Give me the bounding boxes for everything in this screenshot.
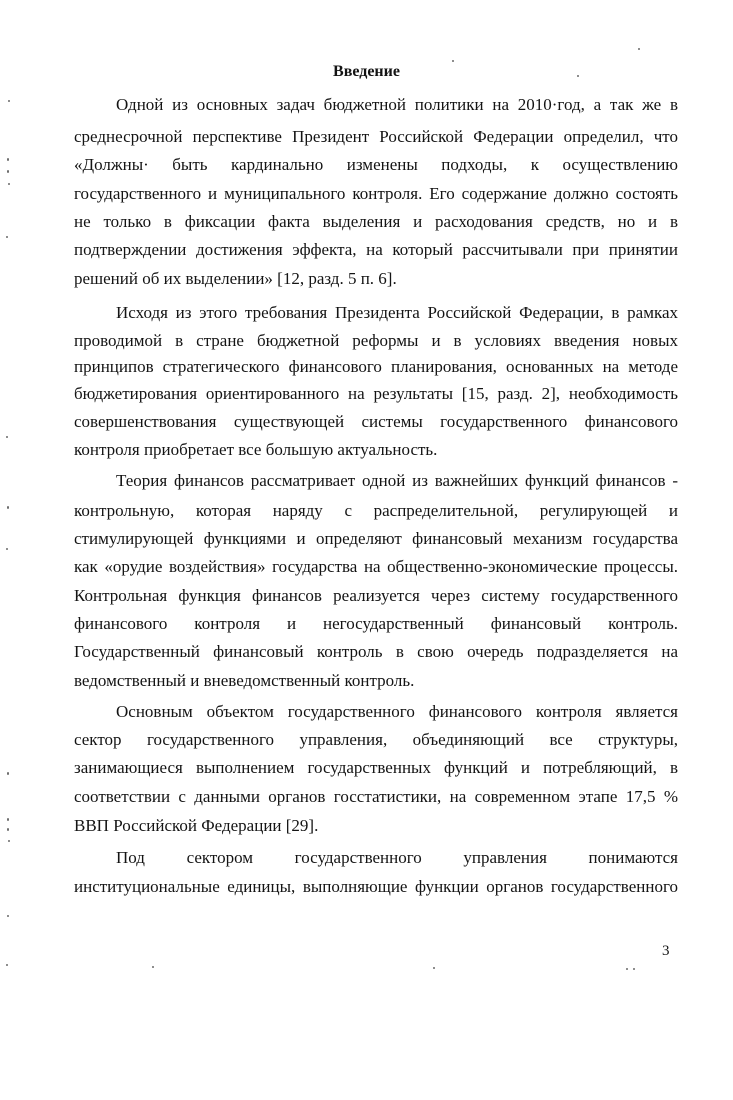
scan-speck [452,60,454,62]
paragraph-3-line-1: Теория финансов рассматривает одной из важнейших функций финансов - [116,471,678,490]
paragraph-3-line-8: ведомственный и вневедомственный контроль. [74,671,415,690]
paragraph-1-line-2: среднесрочной перспективе Президент Российской Федерации определил, что [74,127,678,146]
paragraph-2-line-1: Исходя из этого требования Президента Российской Федерации, в рамках [116,303,678,322]
scan-speck [6,548,8,550]
scan-speck [152,966,154,968]
paragraph-1-line-7: решений об их выделении» [12, разд. 5 п. 6]. [74,269,397,288]
paragraph-4-line-3: занимающиеся выполнением государственных функций и потребляющий, в [74,758,678,777]
paragraph-3-line-6: финансового контроля и негосударственный финансовый контроль. [74,614,678,633]
paragraph-4-line-4: соответствии с данными органов госстатистики, на современном этапе 17,5 % [74,787,678,806]
paragraph-3-line-2: контрольную, которая наряду с распределительной, регулирующей и [74,501,678,520]
scan-speck [6,436,8,438]
scan-speck [7,170,9,173]
paragraph-1-line-1: Одной из основных задач бюджетной политики на 2010·год, а так же в [116,95,678,114]
paragraph-2-line-3: принципов стратегического финансового планирования, основанных на методе [74,357,678,376]
paragraph-1-line-6: подтверждении достижения эффекта, на который рассчитывали при принятии [74,240,678,259]
scan-speck [7,915,9,917]
paragraph-3-line-7: Государственный финансовый контроль в свою очередь подразделяется на [74,642,678,661]
paragraph-3-line-5: Контрольная функция финансов реализуется через систему государственного [74,586,678,605]
scan-speck [577,75,579,77]
scan-speck [8,183,10,185]
paragraph-1-line-5: не только в фиксации факта выделения и расходования средств, но и в [74,212,678,231]
scan-speck [7,818,9,821]
paragraph-5-line-2: институциональные единицы, выполняющие функции органов государственного [74,877,678,896]
paragraph-1-line-4: государственного и муниципального контроля. Его содержание должно состоять [74,184,678,203]
scan-speck [638,48,640,50]
paragraph-1-line-3: «Должны· быть кардинально изменены подходы, к осуществлению [74,155,678,174]
paragraph-4-line-5: ВВП Российской Федерации [29]. [74,816,319,835]
scan-speck [633,968,635,970]
paragraph-5-line-1: Под сектором государственного управления понимаются [116,848,678,867]
scan-speck [7,772,9,775]
paragraph-2-line-4: бюджетирования ориентированного на результаты [15, разд. 2], необходимость [74,384,678,403]
scan-speck [6,964,8,966]
paragraph-4-line-1: Основным объектом государственного финансового контроля является [116,702,678,721]
page-number: 3 [662,943,670,959]
paragraph-2-line-2: проводимой в стране бюджетной реформы и в условиях введения новых [74,331,678,350]
scan-speck [7,828,9,831]
scan-speck [6,236,8,238]
scan-speck [433,967,435,969]
paragraph-2-line-6: контроля приобретает все большую актуальность. [74,440,438,459]
paragraph-3-line-4: как «орудие воздействия» государства на общественно-экономические процессы. [74,557,678,576]
paragraph-4-line-2: сектор государственного управления, объединяющий все структуры, [74,730,678,749]
paragraph-2-line-5: совершенствования существующей системы государственного финансового [74,412,678,431]
scan-speck [8,840,10,842]
scan-speck [7,158,9,161]
paragraph-3-line-3: стимулирующей функциями и определяют финансовый механизм государства [74,529,678,548]
scan-speck [626,968,628,970]
scan-speck [7,506,9,509]
page-title: Введение [333,63,400,80]
scan-speck [8,100,10,102]
